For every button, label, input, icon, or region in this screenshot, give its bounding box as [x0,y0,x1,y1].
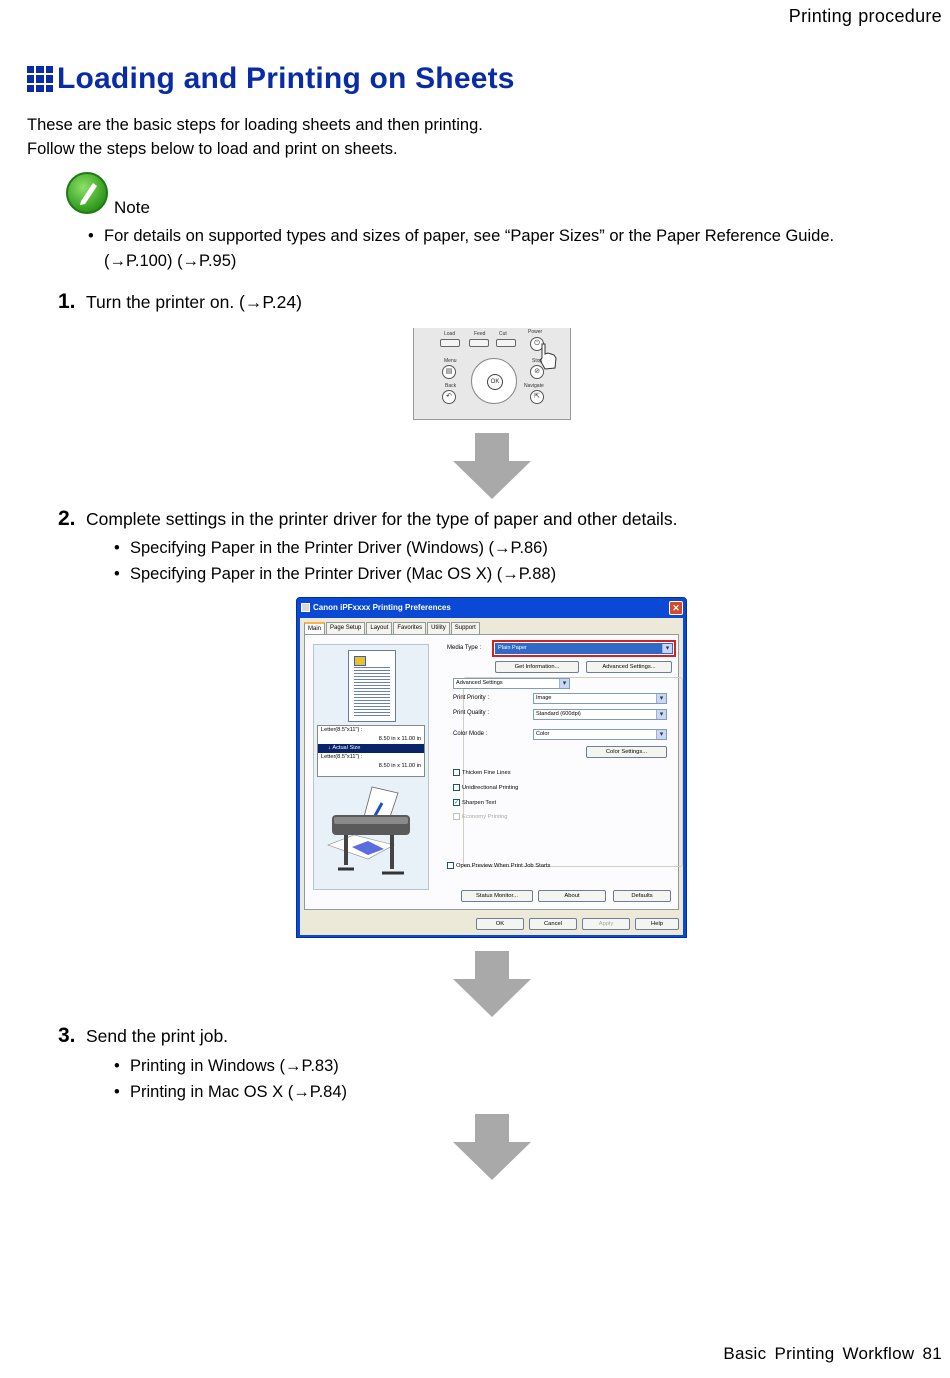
apply-button: Apply [582,918,630,930]
footer-word-3: Workflow [842,1344,915,1363]
printing-preferences-dialog [296,597,687,938]
cut-button[interactable] [496,339,516,347]
back-label: Back [445,383,457,389]
footer-word-2: Printing [774,1344,835,1363]
dialog-body [300,618,683,935]
tab-favorites[interactable]: Favorites [393,622,426,634]
status-monitor-button[interactable]: Status Monitor... [461,890,533,902]
down-arrow-icon [453,1114,531,1180]
step-number: 3. [58,1024,76,1047]
footer-word-1: Basic [723,1344,767,1363]
advanced-settings-button[interactable]: Advanced Settings... [586,661,672,673]
step-3 [58,1024,228,1048]
dialog-title: Canon iPFxxxx Printing Preferences [313,603,451,612]
back-button[interactable]: ↶ [442,390,456,404]
economy-printing-checkbox [453,813,507,820]
thicken-fine-lines-checkbox[interactable] [453,769,511,776]
ok-button[interactable]: OK [487,374,503,390]
note-bullet: • For details on supported types and sizes of paper, see “Paper Sizes” or the Paper Reference Guide. (→P.100) (→P.95) [88,227,835,270]
page-preview [348,650,396,722]
defaults-button[interactable]: Defaults [613,890,671,902]
step-2-bullets: • Specifying Paper in the Printer Driver (Windows) (→P.86) • Specifying Paper in the Printer Driver (Mac OS X) (→P.88) [114,539,557,583]
large-format-printer-icon [324,783,420,883]
size-row-actual-size: ↓ Actual Size [318,744,424,753]
navigate-button[interactable]: ⇱ [530,390,544,404]
step-3-bullets: • Printing in Windows (→P.83) • Printing in Mac OS X (→P.84) [114,1057,348,1101]
power-button[interactable]: ⏻ [530,337,544,351]
print-priority-select[interactable]: Image ▾ [533,693,667,704]
color-settings-button[interactable]: Color Settings... [586,746,667,758]
image-thumbnail-icon [354,656,366,666]
paper-size-list [317,725,425,777]
print-priority-label: Print Priority : [453,695,490,701]
load-label: Load [444,331,456,337]
load-button[interactable] [440,339,460,347]
media-type-label: Media Type : [447,645,482,651]
section-header [789,6,942,27]
help-button[interactable]: Help [635,918,679,930]
link-print-mac[interactable]: Printing in Mac OS X (→P.84) [130,1083,348,1101]
print-quality-select[interactable]: Standard (600dpi) ▾ [533,709,667,720]
navigation-dpad[interactable] [471,358,517,404]
preview-pane [313,644,429,890]
unidirectional-printing-label: Unidirectional Printing [462,784,519,791]
actual-size-text: Actual Size [332,745,361,751]
menu-label: Menu [444,358,457,364]
menu-button[interactable]: ▤ [442,365,456,379]
page-number: 81 [922,1344,942,1363]
tab-page-setup[interactable]: Page Setup [326,622,365,634]
about-button[interactable]: About [538,890,606,902]
intro-text [27,113,483,161]
sharpen-text-label: Sharpen Text [462,799,497,806]
dialog-titlebar [297,598,686,618]
open-preview-label: Open Preview When Print Job Starts [456,862,551,869]
feed-button[interactable] [469,339,489,347]
tab-layout[interactable]: Layout [366,622,392,634]
cancel-button[interactable]: Cancel [529,918,577,930]
intro-line-1: These are the basic steps for loading sheets and then printing. [27,116,483,134]
step-2 [58,507,677,531]
print-quality-label: Print Quality : [453,710,490,716]
page-title-row [27,62,515,96]
main-tab-page [304,634,679,910]
intro-line-2: Follow the steps below to load and print on sheets. [27,140,398,158]
dialog-tabs [304,622,481,634]
thicken-fine-lines-label: Thicken Fine Lines [462,769,511,776]
size-row-original: Letter(8.5"x11") : [321,727,363,733]
tab-main[interactable]: Main [304,622,325,634]
link-print-windows[interactable]: Printing in Windows (→P.83) [130,1057,339,1075]
tab-utility[interactable]: Utility [427,622,450,634]
link-mac-driver[interactable]: Specifying Paper in the Printer Driver (Mac OS X) (→P.88) [130,565,557,583]
down-arrow-icon [453,951,531,1017]
close-icon[interactable]: ✕ [669,601,683,615]
get-information-button[interactable]: Get Information... [495,661,579,673]
color-mode-label: Color Mode : [453,731,488,737]
printer-control-panel [413,328,571,420]
color-mode-select[interactable]: Color ▾ [533,729,667,740]
note-bullet-text-2: (→P.100) (→P.95) [104,252,237,270]
step-1 [58,290,302,314]
media-type-select[interactable]: Plain Paper ▾ [495,643,673,654]
step-number: 1. [58,290,76,313]
unidirectional-printing-checkbox[interactable] [453,784,518,791]
power-label: Power [528,329,543,335]
link-windows-driver[interactable]: Specifying Paper in the Printer Driver (Windows) (→P.86) [130,539,548,557]
feed-label: Feed [474,331,486,337]
stop-label: Stop [532,358,543,364]
sharpen-text-checkbox[interactable] [453,799,496,806]
stop-button[interactable]: ⊘ [530,365,544,379]
step-text: Turn the printer on. (→P.24) [86,292,302,312]
size-row-output: Letter(8.5"x11") : [321,754,363,760]
note-pencil-icon [66,172,108,214]
tab-support[interactable]: Support [451,622,480,634]
open-preview-checkbox[interactable] [447,862,550,869]
cut-label: Cut [499,331,507,337]
economy-printing-label: Economy Printing [462,813,508,820]
step-text: Send the print job. [86,1026,229,1046]
section-word-1: Printing [788,6,853,26]
navigate-label: Navigate [524,383,544,389]
note-bullet-text-1: For details on supported types and sizes of paper, see “Paper Sizes” or the Paper Reference Guide. [104,227,835,245]
printer-app-icon [301,603,310,612]
grid-icon [27,66,53,92]
size-row-output-dims: 8.50 in x 11.00 in [378,763,421,769]
settings-mode-select[interactable]: Advanced Settings ▾ [453,678,570,689]
ok-dialog-button[interactable]: OK [476,918,524,930]
note-label: Note [114,198,150,217]
down-arrow-icon [453,433,531,499]
check-icon: ✓ [454,800,460,806]
size-row-original-dims: 8.50 in x 11.00 in [378,736,421,742]
page-footer [723,1344,942,1364]
section-word-2: procedure [858,6,942,26]
page-title: Loading and Printing on Sheets [57,62,515,95]
step-text: Complete settings in the printer driver for the type of paper and other details. [86,509,678,529]
step-number: 2. [58,507,76,530]
